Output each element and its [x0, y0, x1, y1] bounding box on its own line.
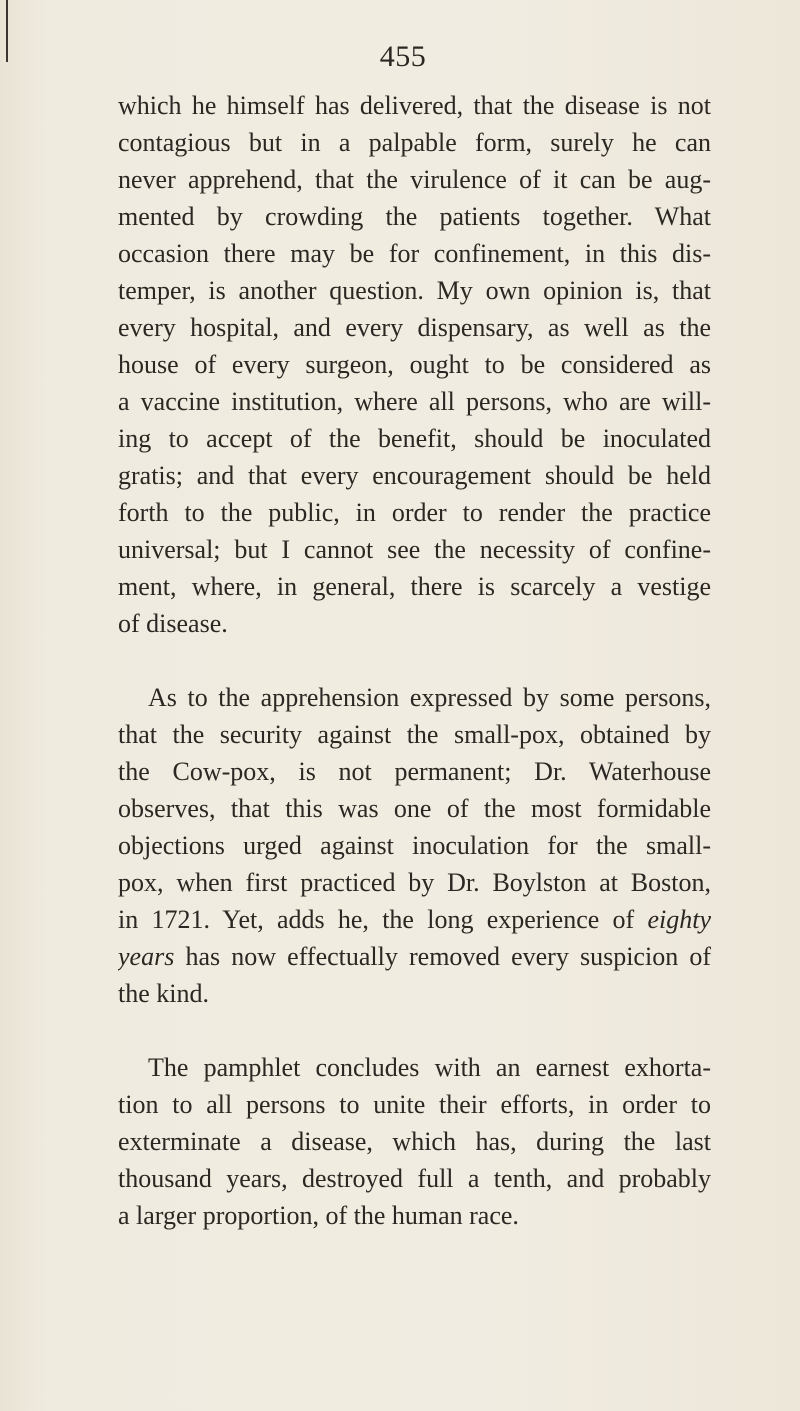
text-line: temper, is another question. My own opinion is, that: [118, 276, 711, 305]
text-line: exterminate a disease, which has, during the last: [118, 1127, 711, 1156]
text-line: universal; but I cannot see the necessity of confine-: [118, 535, 711, 564]
text-line: mented by crowding the patients together. What: [118, 202, 711, 231]
text-line: a larger proportion, of the human race.: [118, 1201, 519, 1230]
text-line: that the security against the small-pox, obtained by: [118, 720, 711, 749]
text-line: occasion there may be for confinement, in this dis-: [118, 239, 711, 268]
text-line: As to the apprehension expressed by some persons,: [148, 683, 711, 712]
text-line: The pamphlet concludes with an earnest exhorta-: [148, 1053, 711, 1082]
paragraph-gap: [118, 1012, 711, 1049]
text-segment: has now effectually removed every suspicion of: [185, 942, 711, 971]
italic-word: eighty: [647, 905, 711, 934]
text-line: ment, where, in general, there is scarcely a vestige: [118, 572, 711, 601]
text-line: every hospital, and every dispensary, as well as the: [118, 313, 711, 342]
text-line: forth to the public, in order to render the practice: [118, 498, 711, 527]
paragraph-gap: [118, 642, 711, 679]
text-line: contagious but in a palpable form, surely he can: [118, 128, 711, 157]
text-line: pox, when first practiced by Dr. Boylston at Boston,: [118, 868, 711, 897]
text-line: observes, that this was one of the most formidable: [118, 794, 711, 823]
text-line-with-italic: [118, 938, 711, 975]
page-number: 455: [379, 40, 427, 73]
text-line: never apprehend, that the virulence of it can be aug-: [118, 165, 711, 194]
text-line: house of every surgeon, ought to be considered as: [118, 350, 711, 379]
text-line: ing to accept of the benefit, should be inoculated: [118, 424, 711, 453]
paragraph-2: [118, 679, 711, 1012]
text-line: which he himself has delivered, that the disease is not: [118, 91, 711, 120]
body-text: [118, 87, 711, 1234]
italic-word: years: [118, 942, 175, 971]
text-line: of disease.: [118, 609, 228, 638]
paragraph-1: [118, 87, 711, 642]
text-line: thousand years, destroyed full a tenth, and probably: [118, 1164, 711, 1193]
text-line: the Cow-pox, is not permanent; Dr. Waterhouse: [118, 757, 711, 786]
text-line: tion to all persons to unite their efforts, in order to: [118, 1090, 711, 1119]
text-line: a vaccine institution, where all persons, who are will-: [118, 387, 711, 416]
text-line: the kind.: [118, 979, 209, 1008]
text-line-with-italic: [118, 901, 711, 938]
text-line: objections urged against inoculation for the small-: [118, 831, 711, 860]
text-line: gratis; and that every encouragement should be held: [118, 461, 711, 490]
paragraph-3: [118, 1049, 711, 1234]
text-segment: in 1721. Yet, adds he, the long experience of: [118, 905, 635, 934]
